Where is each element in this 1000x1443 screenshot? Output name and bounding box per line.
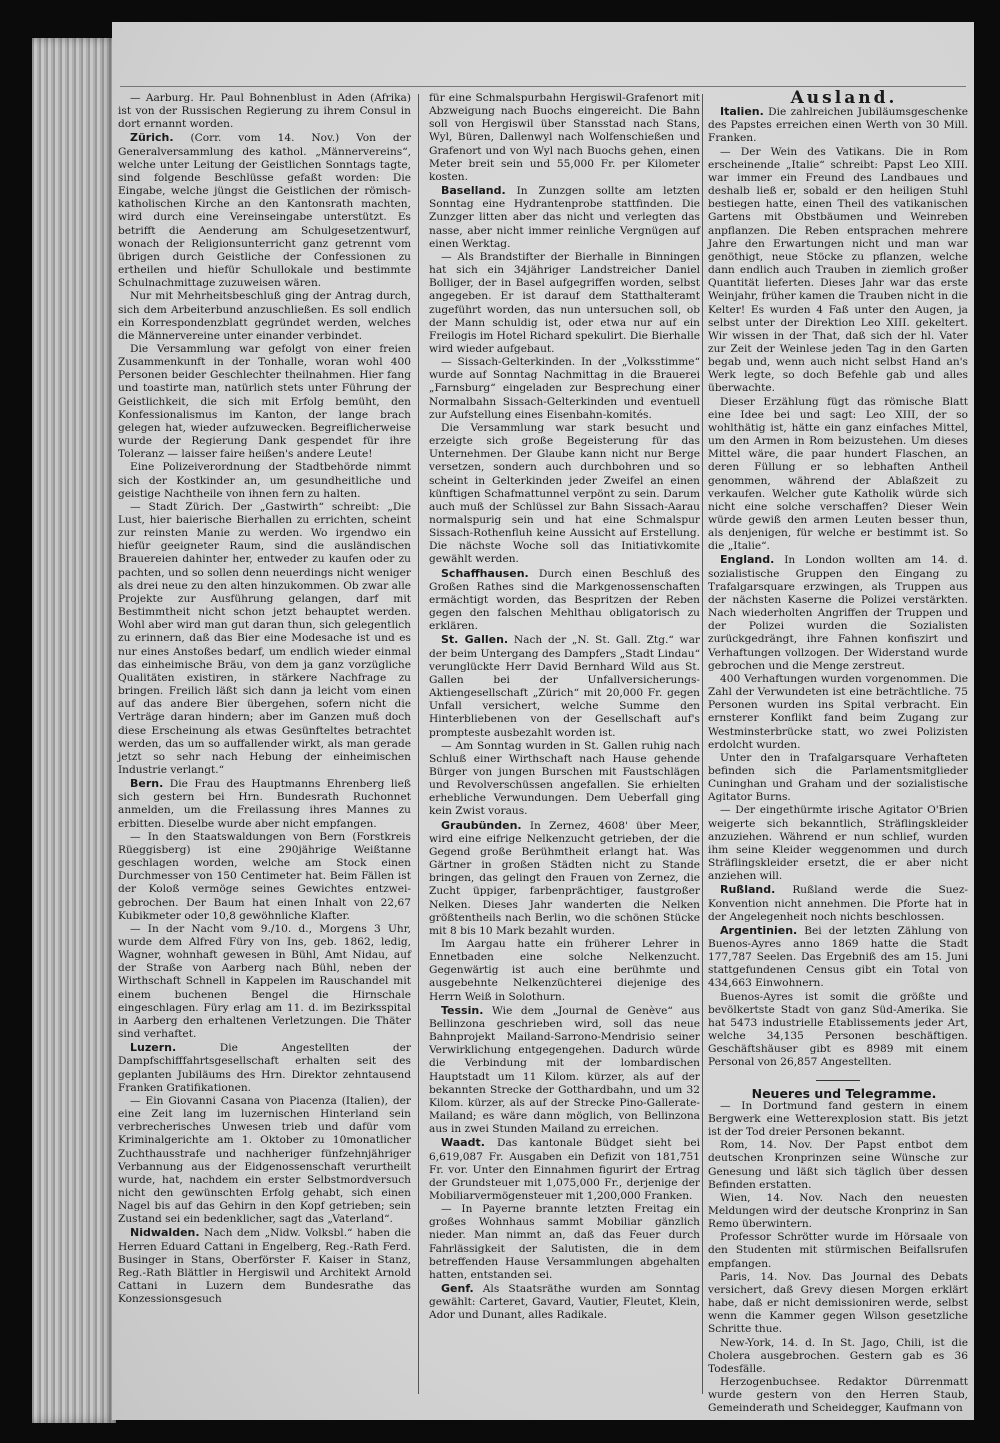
column-3 — [708, 88, 969, 1415]
ausland-articles — [708, 105, 968, 1069]
article-paragraph — [118, 1041, 411, 1095]
article-heading: Schaffhausen. — [441, 566, 529, 580]
article-heading: Tessin. — [441, 1003, 484, 1017]
article-paragraph — [708, 752, 968, 805]
heading-neueres-telegramme: Neueres und Telegramme. — [751, 1085, 937, 1101]
article-heading: Baselland. — [441, 184, 506, 198]
article-paragraph — [429, 567, 700, 634]
article-text: — In Dortmund fand gestern in einem Bergwerk eine Wetterexplosion statt. Bis jetzt ist der Tod dreier Personen bekannt. — [708, 1099, 968, 1139]
article-text: Buenos-Ayres ist somit die größte und bevölkertste Stadt von ganz Süd-Amerika. Sie hat 5473 industrielle Etablissements jeder Art, welche 34,135 Personen beschäftigen. Geschäftshäuser gibt es 8989 mit einem Personal von 26,857 Angestellten. — [708, 990, 968, 1069]
article-paragraph — [429, 356, 700, 422]
column-divider-2 — [702, 94, 703, 1394]
article-paragraph — [429, 92, 700, 184]
article-text: — Der eingethürmte irische Agitator O'Brien weigerte sich bekanntlich, Sträflingskleider anzuziehen. Während er nun schlief, wurden ihm seine Kleider weggenommen und durch Sträflingskleider ersetzt, die er aber nicht anziehen will. — [708, 804, 968, 883]
article-text: — Sissach-Gelterkinden. In der „Volksstimme“ wurde auf Sonntag Nachmittag in die Brauerei „Farnsburg“ eingeladen zur Besprechung einer Normalbahn Sissach-Gelterkinden und eventuell zur Aufstellung eines Eisenbahn-komités. — [429, 356, 700, 421]
article-paragraph — [708, 1271, 968, 1337]
article-text: 400 Verhaftungen wurden vorgenommen. Die Zahl der Verwundeten ist eine beträchtliche. 75 Personen wurden ins Spital verbracht. Ein ernsterer Konflikt fand beim Zugang zur Westminsterbrücke statt, wo zwei Polizisten erdolcht wurden. — [708, 672, 968, 751]
article-text: Das kantonale Büdget sieht bei 6,619,087 Fr. Ausgaben ein Defizit von 181,751 Fr. vor. Unter den Einnahmen figurirt der Ertrag der Grundsteuer mit 1,075,000 Fr., derjenige der Mobiliarvermögensteuer mit 1,200,000 Franken. — [429, 1137, 700, 1202]
article-paragraph — [118, 1095, 411, 1227]
article-text: — Ein Giovanni Casana von Piacenza (Italien), der eine Zeit lang im luzernischen Hinterland sein verbrecherisches Unwesen trieb und dafür vom Kriminalgerichte am 1. Oktober zu 10monatlicher Zuchthausstrafe und nachheriger fünfzehnjähriger Verbannung aus der Eidgenossenschaft verurtheilt wurde, hat, nachdem ein erster Selbstmordversuch nicht den gewünschten Erfolg gehabt, sich einen Nagel bis auf das Gehirn in den Kopf getrieben; sein Zustand sei ein bedenklicher, sagt das „Vaterland“. — [118, 1094, 411, 1226]
article-paragraph — [429, 251, 700, 356]
article-paragraph — [118, 923, 411, 1041]
article-paragraph — [429, 184, 700, 251]
article-text: (Corr. vom 14. Nov.) Von der Generalversammlung des kathol. „Männervereins“, welche unter Leitung der Geistlichen Sonntags tagte, sind folgende Beschlüsse gefaßt worden: Die Eingabe, welche jüngst die Geistlichen der römisch-katholischen Kirche an den Kantonsrath machten, wird durch eine Vereinseingabe unterstützt. Es betrifft die Aenderung am Schulgesetzentwurf, wonach der Religionsunterricht ganz getrennt vom übrigen durch Geistliche der Confessionen zu ertheilen und hiefür Schullokale und bestimmte Schulnachmittage zuzuweisen wären. — [118, 132, 411, 290]
header-rule — [120, 86, 966, 87]
article-heading: Luzern. — [130, 1041, 177, 1055]
article-paragraph — [118, 831, 411, 923]
article-text: Die Versammlung war gefolgt von einer freien Zusammenkunft in der Tonhalle, woran wohl 400 Personen beider Geschlechter theilnahmen. Hier fang und toastirte man, natürlich stets unter Führung der Geistlichkeit, die sich mit Erfolg bemüht, den Konfessionalismus im Kanton, der lange brach gelegen hat, wieder aufzuwecken. Begreiflicherweise wurde der Regierung Dank gespendet für ihre Toleranz — laisser faire heißen's andere Leute! — [118, 342, 411, 461]
article-text: Eine Polizeiverordnung der Stadtbehörde nimmt sich der Kostkinder an, um gesundheitliche und geistige Nachtheile von ihnen fern zu halten. — [118, 461, 411, 500]
article-paragraph — [708, 883, 968, 923]
article-paragraph — [429, 1004, 700, 1137]
column-divider-1 — [418, 94, 419, 1394]
article-text: Die zahlreichen Jubiläumsgeschenke des Papstes erreichen einen Werth von 30 Mill. Franken. — [708, 106, 968, 145]
article-paragraph — [708, 991, 968, 1070]
article-text: Rußland werde die Suez-Konvention nicht annehmen. Die Pforte hat in der Angelegenheit noch nichts beschlossen. — [708, 884, 968, 923]
article-text: Wien, 14. Nov. Nach den neuesten Meldungen wird der deutsche Kronprinz in San Remo überwintern. — [708, 1191, 968, 1231]
article-paragraph — [429, 633, 700, 739]
article-text: Rom, 14. Nov. Der Papst entbot dem deutschen Kronprinzen seine Wünsche zur Genesung und läßt sich täglich über dessen Befinden erstatten. — [708, 1139, 968, 1191]
article-paragraph — [708, 1192, 968, 1231]
article-paragraph — [708, 1376, 968, 1415]
article-paragraph — [118, 343, 411, 461]
article-paragraph — [429, 1282, 700, 1322]
article-text: In Zernez, 4608' über Meer, wird eine eifrige Nelkenzucht getrieben, der die Gegend große Berühmtheit erlangt hat. Was Gärtner in großen Städten nicht zu Stande bringen, das gelingt den Frauen von Zernez, die Zucht üppiger, farbenprächtiger, faustgroßer Nelken. Dieses Jahr wanderten die Nelken größtentheils nach Berlin, wo die schönen Stücke mit 8 bis 10 Mark bezahlt wurden. — [429, 819, 700, 937]
article-text: — Aarburg. Hr. Paul Bohnenblust in Aden (Afrika) ist von der Russischen Regierung zu ihrem Consul in dort ernannt worden. — [118, 92, 411, 131]
article-paragraph — [118, 290, 411, 343]
article-text: Unter den in Trafalgarsquare Verhafteten befinden sich die Parlamentsmitglieder Cuninghan und Graham und der sozialistische Agitator Burns. — [708, 751, 968, 804]
article-text: In London wollten am 14. d. sozialistische Gruppen den Eingang zu Trafalgarsquare erzwingen, als Truppen aus der nächsten Kaserne die Polizei verstärkten. Nach wiederholten Angriffen der Truppen und der Polizei wurden die Sozialisten zurückgedrängt, ihre Fahnen konfiszirt und Verhaftungen vollzogen. Der Widerstand wurde gebrochen und die Menge zerstreut. — [708, 554, 968, 672]
article-heading: Nidwalden. — [130, 1226, 200, 1240]
article-paragraph — [708, 924, 968, 991]
newspaper-page — [112, 22, 974, 1420]
article-paragraph — [708, 804, 968, 883]
article-text: für eine Schmalspurbahn Hergiswil-Grafenort mit Abzweigung nach Buochs eingereicht. Die Bahn soll von Hergiswil über Stansstad nach Stans, Wyl, Büren, Dallenwyl nach Wolfenschießen und Grafenort und von Wyl nach Buochs gehen, einen Meter breit sein und 55,000 Fr. per Kilometer kosten. — [429, 92, 700, 183]
article-heading: Graubünden. — [441, 818, 522, 832]
article-text: Professor Schrötter wurde im Hörsaale von den Studenten mit stürmischen Beifallsrufen empfangen. — [708, 1231, 968, 1270]
article-text: — Am Sonntag wurden in St. Gallen ruhig nach Schluß einer Wirthschaft nach Hause gehende Bürger von jungen Burschen mit Faustschlägen und Revolverschüssen angefallen. Sie erhielten erhebliche Verwundungen. Dem Ueberfall ging kein Zwist voraus. — [429, 739, 700, 818]
article-text: Nach dem „Nidw. Volksbl.“ haben die Herren Eduard Cattani in Engelberg, Reg.-Rath Ferd. Businger in Stans, Oberförster F. Kaiser in Stanz, Reg.-Rath Blättler in Hergiswil und Architekt Arnold Cattani in Luzern dem Bundesrathe das Konzessionsgesuch — [118, 1227, 411, 1306]
article-paragraph — [118, 461, 411, 500]
telegram-articles — [708, 1100, 968, 1416]
article-text: Die Versammlung war stark besucht und erzeigte sich große Begeisterung für das Unternehmen. Der Glaube kann nicht nur Berge versetzen, sondern auch durchbohren und so scheint in Gelterkinden jeder Zweifel an einen künftigen Schafmattunnel verpönt zu sein. Darum auch muß der Schlüssel zur Bahn Sissach-Aarau normalspurig sein und hat eine Schmalspur Sissach-Rothenfluh keine Aussicht auf Erstellung. Die nächste Woche soll das Initiativkomite gewählt werden. — [429, 421, 700, 566]
article-text: New-York, 14. d. In St. Jago, Chili, ist die Cholera ausgebrochen. Gestern gab es 36 Todesfälle. — [708, 1336, 968, 1375]
article-heading: Rußland. — [720, 883, 776, 897]
article-heading: St. Gallen. — [441, 633, 509, 647]
article-paragraph — [708, 673, 968, 752]
article-paragraph — [118, 92, 411, 131]
article-heading: Genf. — [441, 1282, 474, 1296]
heading-ausland: Ausland. — [790, 88, 898, 108]
article-text: — Stadt Zürich. Der „Gastwirth“ schreibt: „Die Lust, hier baierische Bierhallen zu errichten, scheint zur reinsten Manie zu werden. Wo irgendwo ein hiefür geeigneter Raum, sind die ausländischen Brauereien dahinter her, entweder zu kaufen oder zu pachten, und so sollen denn neuerdings nicht weniger als drei neue zu den alten hinzukommen. Ob zwar alle Projekte zur Ausführung gelangen, darf mit Bestimmtheit nicht schon jetzt behauptet werden. Wohl aber wird man gut daran thun, sich gelegentlich zu erinnern, daß das Bier eine Modesache ist und es nur eines Anstoßes bedarf, um endlich wieder einmal das einheimische Bräu, von dem ja ganz vorzügliche Qualitäten existiren, in stärkere Nachfrage zu bringen. Freilich läßt sich dann ja leicht vom einen auf das andere Bier übergehen, sofern nicht die Verträge daran hindern; aber im Ganzen muß doch diese Erscheinung als etwas Gesünfteltes betrachtet werden, das um so auffallender wirkt, als man gerade jetzt so sehr nach Hebung der einheimischen Industrie verlangt.“ — [118, 500, 411, 776]
article-paragraph — [429, 1203, 700, 1282]
article-paragraph — [708, 396, 968, 554]
article-text: Die Angestellten der Dampfschifffahrtsgesellschaft erhalten seit des geplanten Jubiläums des Hrn. Direktor zehntausend Franken Gratifikationen. — [118, 1042, 411, 1094]
article-paragraph — [708, 146, 968, 396]
article-text: — In den Staatswaldungen von Bern (Forstkreis Rüeggisberg) ist eine 290jährige Weißtanne geschlagen worden, welche am Stock einen Durchmesser von 150 Centimeter hat. Beim Fällen ist der Koloß vermöge seines Gewichtes entzwei-gebrochen. Der Baum hat einen Inhalt von 22,67 Kubikmeter oder 10,8 gewöhnliche Klafter. — [118, 830, 411, 922]
article-paragraph — [708, 105, 968, 145]
article-text: Herzogenbuchsee. Redaktor Dürrenmatt wurde gestern von den Herren Staub, Gemeinderath und Scheidegger, Kaufmann von — [708, 1376, 968, 1415]
article-text: Paris, 14. Nov. Das Journal des Debats versichert, daß Grevy diesen Morgen erklärt habe, daß er nicht demissioniren werde, selbst wenn die Kammer gegen Wilson gesetzliche Schritte thue. — [708, 1270, 968, 1336]
article-paragraph — [708, 1231, 968, 1270]
article-heading: England. — [720, 553, 775, 567]
book-spine — [32, 38, 116, 1423]
article-text: Im Aargau hatte ein früherer Lehrer in Ennetbaden eine solche Nelkenzucht. Gegenwärtig ist auch eine berühmte und ausgebehnte Nelkenzüchterei diejenige des Herrn Weiß in Solothurn. — [429, 938, 700, 1003]
article-text: Wie dem „Journal de Genève“ aus Bellinzona geschrieben wird, soll das neue Bahnprojekt Mailand-Sarrono-Mendrisio seiner Verwirklichung entgegengehen. Dadurch würde die Verbindung mit der lombardischen Hauptstadt um 11 Kilom. kürzer, als auf der bekannten Strecke der Gotthardbahn, und um 32 Kilom. kürzer, als auf der Strecke Pino-Gallerate-Mailand; es wäre dann möglich, von Bellinzona aus in zwei Stunden Mailand zu erreichen. — [429, 1004, 700, 1136]
article-paragraph — [708, 1337, 968, 1376]
article-text: Nur mit Mehrheitsbeschluß ging der Antrag durch, sich dem Arbeiterbund anzuschließen. Es soll endlich ein Korrespondenzblatt gegründet werden, welches die Männervereine unter einander verbindet. — [118, 290, 411, 342]
article-heading: Bern. — [130, 777, 164, 791]
article-paragraph — [708, 1139, 968, 1192]
article-heading: Italien. — [720, 105, 764, 119]
article-text: Die Frau des Hauptmanns Ehrenberg ließ sich gestern bei Hrn. Bundesrath Ruchonnet anmelden, um die Freilassung ihres Mannes zu erbitten. Dieselbe wurde aber nicht empfangen. — [118, 778, 411, 830]
column-2 — [429, 92, 700, 1323]
article-text: — In Payerne brannte letzten Freitag ein großes Wohnhaus sammt Mobiliar gänzlich nieder. Man nimmt an, daß das Feuer durch Fahrlässigkeit der Salutisten, die in dem betreffenden Hause Versammlungen abgehalten hatten, entstanden sei. — [429, 1203, 700, 1281]
article-text: Bei der letzten Zählung von Buenos-Ayres anno 1869 hatte die Stadt 177,787 Seelen. Das Ergebniß des am 15. Juni stattgefundenen Census gibt ein Total von 434,663 Einwohnern. — [708, 924, 969, 990]
article-text: Als Staatsräthe wurden am Sonntag gewählt: Carteret, Gavard, Vautier, Fleutet, Klein, Ador und Dunant, alles Radikale. — [429, 1283, 700, 1322]
article-text: Nach der „N. St. Gall. Ztg.“ war der beim Untergang des Dampfers „Stadt Lindau“ verunglückte Herr David Bernhard Wild aus St. Gallen bei der Unfallversicherungs-Aktiengesellschaft „Zürich“ mit 20,000 Fr. gegen Unfall versichert, welche Summe den Hinterbliebenen von der Gesellschaft auf's prompteste ausbezahlt worden ist. — [429, 634, 700, 739]
article-paragraph — [429, 938, 700, 1004]
article-paragraph — [118, 1226, 411, 1306]
section-rule — [816, 1080, 860, 1081]
article-text: Dieser Erzählung fügt das römische Blatt eine Idee bei und sagt: Leo XIII, der so wohlthätig ist, hätte ein ganz einfaches Mittel, um den Armen in Rom beizustehen. Um dieses Mittel wäre, die paar hundert Flaschen, an deren Füllung er so lebhaften Antheil genommen, während der Ablaßzeit zu verkaufen. Welcher gute Katholik würde sich nicht eine solche verschaffen? Dieser Wein würde gewiß den armen Leuten besser thun, als denjenigen, für welche er bestimmt ist. So die „Italie“. — [708, 395, 968, 553]
column-1 — [118, 92, 411, 1306]
article-text: In Zunzgen sollte am letzten Sonntag eine Hydrantenprobe stattfinden. Die Zunzger litten aber das nicht und verlegten das nasse, aber nicht immer reinliche Vergnügen auf einen Werktag. — [429, 185, 700, 250]
article-paragraph — [118, 131, 411, 290]
article-paragraph — [429, 819, 700, 938]
article-paragraph — [429, 740, 700, 819]
article-paragraph — [118, 501, 411, 777]
article-paragraph — [118, 777, 411, 831]
article-paragraph — [708, 553, 968, 672]
article-heading: Zürich. — [130, 131, 174, 145]
article-text: — In der Nacht vom 9./10. d., Morgens 3 Uhr, wurde dem Alfred Füry von Ins, geb. 1862, ledig, Wagner, wohnhaft gewesen in Bühl, Amt Nidau, auf der Straße von Aarberg nach Bühl, neben der Wirthschaft Schnell in Kappelen im Rauschandel mit einem buchenen Bengel die Hirnschale eingeschlagen. Füry erlag am 11. d. im Bezirksspital in Aarberg den erhaltenen Verletzungen. Die Thäter sind verhaftet. — [118, 922, 411, 1041]
article-paragraph — [429, 422, 700, 567]
article-text: Durch einen Beschluß des Großen Rathes sind die Markgenossenschaften ermächtigt worden, das Bespritzen der Reben gegen den falschen Mehlthau obligatorisch zu erklären. — [429, 567, 700, 633]
article-text: — Der Wein des Vatikans. Die in Rom erscheinende „Italie“ schreibt: Papst Leo XIII. war immer ein Freund des Landbaues und deshalb ließ er, sobald er den heiligen Stuhl bestiegen hatte, einen Theil des vatikanischen Gartens mit Obstbäumen und Weinreben anpflanzen. Die Reben entsprachen mehrere Jahre den Erwartungen nicht und man war genöthigt, neue Stöcke zu pflanzen, welche dann endlich auch Trauben in ziemlich großer Quantität lieferten. Dieses Jahr war das erste Weinjahr, früher kamen die Trauben nicht in die Kelter! Es wurden 4 Faß unter den Augen, ja selbst unter der Direktion Leo XIII. gekeltert. Wir wissen in der That, daß sich der hl. Vater zur Zeit der Weinlese jeden Tag in den Garten begab und, wenn auch nicht selbst Hand an's Werk legte, so doch Befehle gab und alles überwachte. — [708, 145, 968, 395]
article-text: — Als Brandstifter der Bierhalle in Binningen hat sich ein 34jähriger Landstreicher Daniel Bolliger, der in Basel aufgegriffen worden, selbst angegeben. Er ist darauf dem Statthalteramt zugeführt worden, das nun untersuchen soll, ob der Mann schuldig ist, oder etwa nur auf ein Freilogis im Hotel Richard spekulirt. Die Bierhalle wird wieder aufgebaut. — [429, 250, 700, 355]
article-paragraph — [708, 1100, 968, 1139]
article-heading: Waadt. — [441, 1136, 485, 1150]
article-paragraph — [429, 1136, 700, 1203]
article-heading: Argentinien. — [720, 923, 798, 937]
